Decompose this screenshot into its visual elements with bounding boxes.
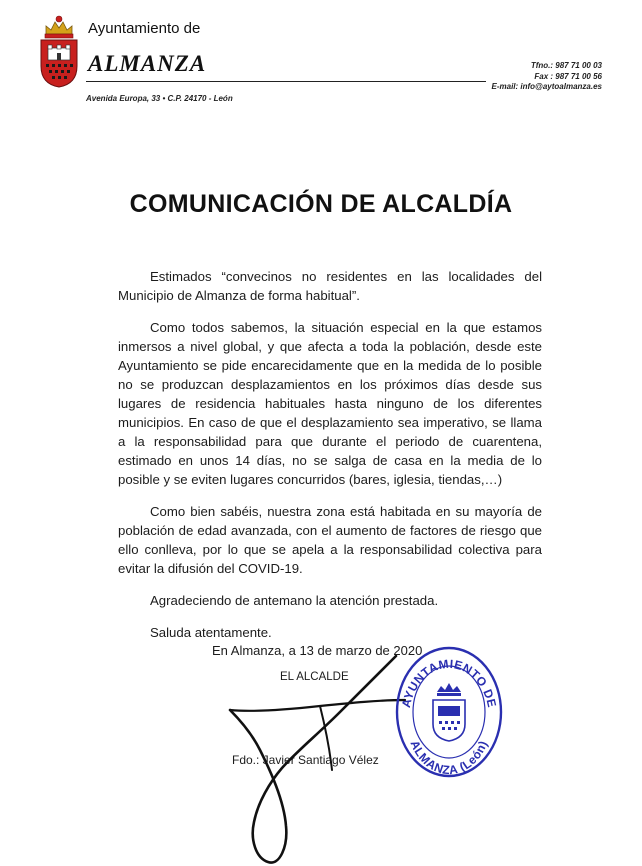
coat-of-arms-logo [38, 14, 80, 88]
stamp-bottom-text: ALMANZA (León) [407, 738, 491, 778]
letter-body [118, 267, 542, 655]
paragraph-thanks: Agradeciendo de antemano la atención prestada. [150, 593, 439, 608]
paragraph-closing: Saluda atentamente. [150, 625, 272, 640]
organization-name: Ayuntamiento de [88, 20, 201, 37]
signatory-role: EL ALCALDE [280, 671, 349, 683]
handwritten-signature [200, 640, 415, 866]
paragraph-greeting: Estimados “convecinos no residentes en las localidades del Municipio de Almanza de forma habitual”. [118, 269, 542, 303]
phone-number: Tfno.: 987 71 00 03 [530, 61, 602, 70]
document-title: COMUNICACIÓN DE ALCALDÍA [129, 190, 513, 218]
municipality-name: ALMANZA [88, 51, 207, 76]
letterhead-divider [86, 81, 486, 82]
paragraph-risk: Como bien sabéis, nuestra zona está habitada en su mayoría de población de edad avanzada, con el aumento de factores de riesgo que ello conlleva, por lo que se apela a la responsabilidad colectiva para evitar la difusión del COVID-19. [118, 504, 542, 576]
signatory-name: Fdo.: Javier Santiago Vélez [232, 753, 379, 767]
postal-address: Avenida Europa, 33 • C.P. 24170 - León [86, 94, 233, 103]
stamp-top-text: AYUNTAMIENTO DE [398, 656, 500, 709]
contact-info [492, 61, 603, 93]
place-and-date: En Almanza, a 13 de marzo de 2020 [212, 643, 423, 658]
paragraph-request: Como todos sabemos, la situación especial en la que estamos inmersos a nivel global, y que afecta a toda la población, desde este Ayuntamiento se pide encarecidamente que en la medida de lo posible no se produzcan desplazamientos en los próximos días desde sus lugares de residencia habituales hasta ninguno de los diferentes municipios. En caso de que el desplazamiento sea imperativo, se llama a la responsabilidad para que durante el periodo de cuarentena, estimado en unos 14 días, no se salga de casa en la media de lo posible y se eviten lugares concurridos (bares, iglesia, tiendas,…) [118, 320, 542, 487]
official-stamp [393, 644, 505, 780]
fax-number: Fax : 987 71 00 56 [534, 71, 602, 81]
email-address: E-mail: info@aytoalmanza.es [491, 82, 602, 91]
